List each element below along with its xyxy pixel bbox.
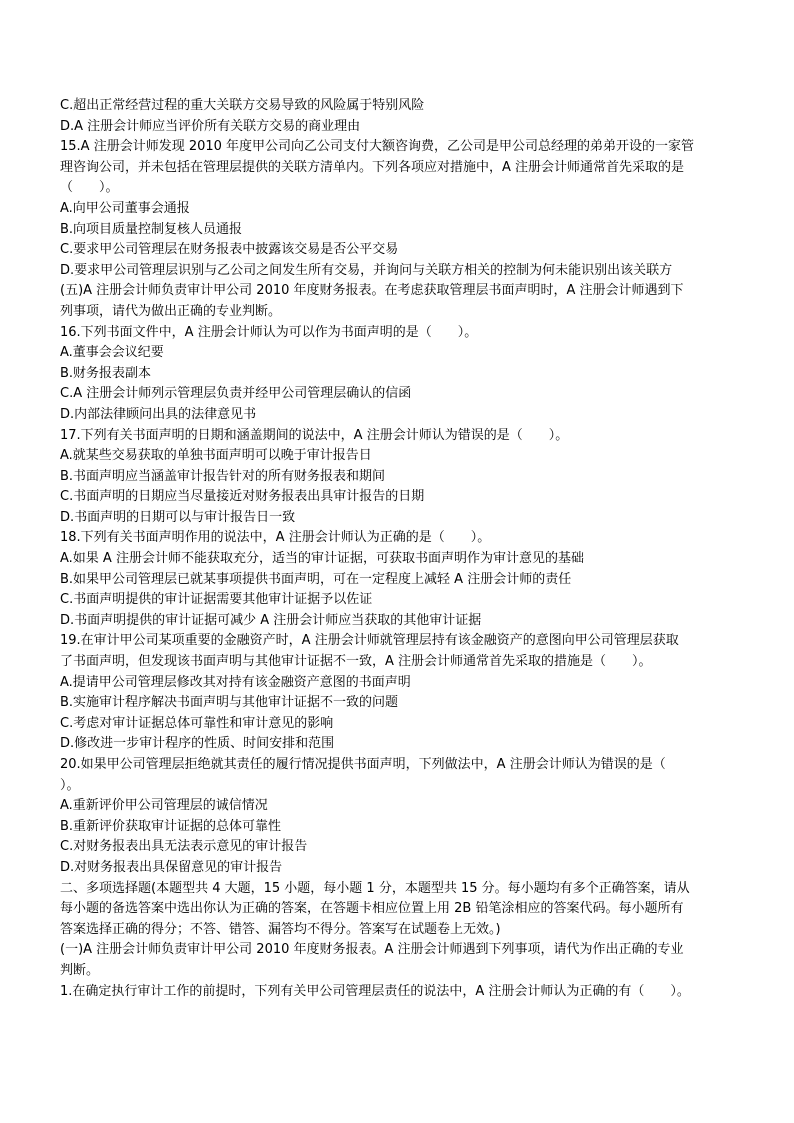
text-line: ）。: [60, 777, 80, 793]
text-line: C.超出正常经营过程的重大关联方交易导致的风险属于特别风险: [60, 98, 425, 113]
text-line: B.重新评价获取审计证据的总体可靠性: [60, 818, 282, 834]
text-line: D.书面声明的日期可以与审计报告日一致: [60, 509, 296, 525]
text-line: 答案选择正确的得分；不答、错答、漏答均不得分。答案写在试题卷上无效。): [60, 921, 501, 937]
text-line: B.财务报表副本: [60, 365, 152, 381]
text-line: 了书面声明，但发现该书面声明与其他审计证据不一致，A 注册会计师通常首先采取的措施是（ ）。: [60, 654, 652, 670]
text-line: 列事项，请代为做出正确的专业判断。: [60, 303, 282, 319]
text-line: 1.在确定执行审计工作的前提时，下列有关甲公司管理层责任的说法中，A 注册会计师认为正确的有（ ）。: [60, 983, 690, 999]
text-line: C.考虑对审计证据总体可靠性和审计意见的影响: [60, 715, 334, 731]
text-line: 判断。: [60, 962, 100, 978]
text-line: D.修改进一步审计程序的性质、时间安排和范围: [60, 736, 335, 752]
text-line: 二、多项选择题(本题型共 4 大题，15 小题，每小题 1 分，本题型共 15 分。每小题均有多个正确答案，请从: [60, 880, 690, 896]
text-line: 17.下列有关书面声明的日期和涵盖期间的说法中，A 注册会计师认为错误的是（ ）。: [60, 427, 569, 443]
text-line: D.内部法律顾问出具的法律意见书: [60, 406, 257, 422]
text-line: D.书面声明提供的审计证据可减少 A 注册会计师应当获取的其他审计证据: [60, 612, 482, 628]
text-line: D.要求甲公司管理层识别与乙公司之间发生所有交易，并询问与关联方相关的控制为何未能识别出该关联方: [60, 262, 673, 278]
text-line: 19.在审计甲公司某项重要的金融资产时，A 注册会计师就管理层持有该金融资产的意图向甲公司管理层获取: [60, 633, 679, 649]
text-line: (五)A 注册会计师负责审计甲公司 2010 年度财务报表。在考虑获取管理层书面声明时，A 注册会计师遇到下: [60, 283, 684, 299]
text-line: B.实施审计程序解决书面声明与其他审计证据不一致的问题: [60, 695, 399, 711]
text-line: B.如果甲公司管理层已就某事项提供书面声明，可在一定程度上减轻 A 注册会计师的责任: [60, 571, 572, 587]
text-line: 每小题的备选答案中选出你认为正确的答案，在答题卡相应位置上用 2B 铅笔涂相应的答案代码。每小题所有: [60, 901, 684, 917]
text-line: C.书面声明提供的审计证据需要其他审计证据予以佐证: [60, 592, 373, 608]
text-line: A.向甲公司董事会通报: [60, 200, 190, 216]
text-line: C.书面声明的日期应当尽量接近对财务报表出具审计报告的日期: [60, 489, 425, 505]
text-line: C.对财务报表出具无法表示意见的审计报告: [60, 839, 308, 855]
text-line: （ ）。: [60, 180, 119, 196]
text-line: A.董事会会议纪要: [60, 345, 164, 361]
text-line: 15.A 注册会计师发现 2010 年度甲公司向乙公司支付大额咨询费，乙公司是甲公司总经理的弟弟开设的一家管: [60, 139, 695, 155]
text-line: B.书面声明应当涵盖审计报告针对的所有财务报表和期间: [60, 468, 386, 484]
text-line: D.对财务报表出具保留意见的审计报告: [60, 859, 283, 875]
text-line: 18.下列有关书面声明作用的说法中，A 注册会计师认为正确的是（ ）。: [60, 530, 491, 546]
text-line: B.向项目质量控制复核人员通报: [60, 221, 243, 237]
text-line: A.提请甲公司管理层修改其对持有该金融资产意图的书面声明: [60, 674, 411, 690]
text-line: 16.下列书面文件中，A 注册会计师认为可以作为书面声明的是（ ）。: [60, 324, 478, 340]
text-line: 理咨询公司，并未包括在管理层提供的关联方清单内。下列各项应对措施中，A 注册会计师通常首先采取的是: [60, 159, 685, 175]
text-line: C.A 注册会计师列示管理层负责并经甲公司管理层确认的信函: [60, 386, 412, 402]
document-page: [60, 96, 740, 1002]
text-line: D.A 注册会计师应当评价所有关联方交易的商业理由: [60, 118, 361, 134]
text-line: A.如果 A 注册会计师不能获取充分，适当的审计证据，可获取书面声明作为审计意见的基础: [60, 551, 584, 567]
text-line: A.就某些交易获取的单独书面声明可以晚于审计报告日: [60, 448, 372, 464]
text-line: (一)A 注册会计师负责审计甲公司 2010 年度财务报表。A 注册会计师遇到下列事项，请代为作出正确的专业: [60, 942, 684, 958]
text-line: A.重新评价甲公司管理层的诚信情况: [60, 798, 268, 814]
text-line: C.要求甲公司管理层在财务报表中披露该交易是否公平交易: [60, 242, 399, 258]
text-line: 20.如果甲公司管理层拒绝就其责任的履行情况提供书面声明，下列做法中，A 注册会计师认为错误的是（: [60, 757, 666, 772]
